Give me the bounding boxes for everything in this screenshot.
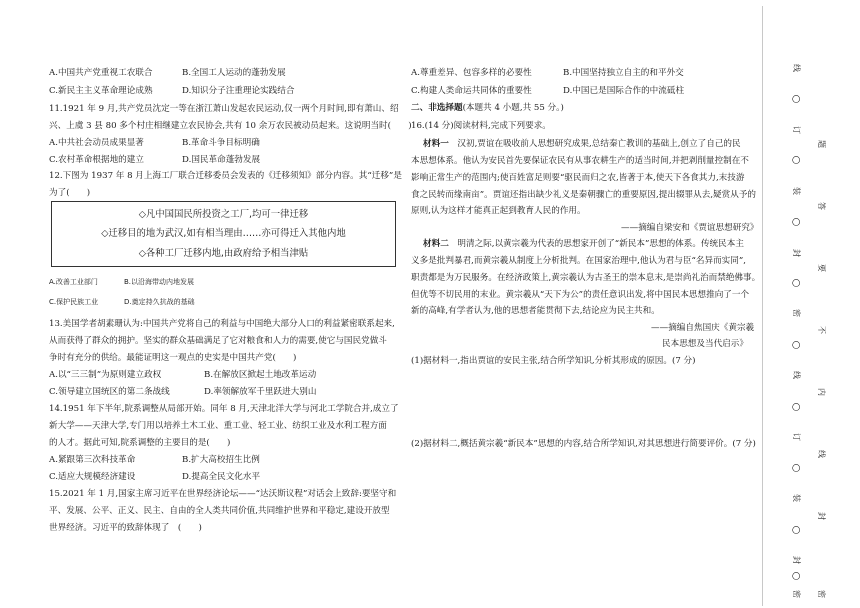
q10-option-b[interactable]: B.全国工人运动的蓬勃发展 bbox=[182, 68, 286, 78]
binding-divider bbox=[762, 6, 763, 606]
q12-stem-line: 12.下图为 1937 年 8 月上海工厂联合迁移委员会发表的《迁移须知》部分内容。其“迁移”是 bbox=[49, 171, 402, 181]
q14-option-a[interactable]: A.紧跟第三次科技革命 bbox=[49, 455, 136, 465]
q12-option-a[interactable]: A.改善工业部门 bbox=[49, 278, 98, 286]
subquestion-2: (2)据材料二,概括黄宗羲“新民本”思想的内容,结合所学知识,对其思想进行简要评价。(7 分) bbox=[411, 439, 756, 449]
material2-source: 民本思想及当代启示》 bbox=[662, 339, 748, 349]
q10-option-c[interactable]: C.新民主主义革命理论成熟 bbox=[49, 86, 153, 96]
section-label: 二、非选择题 bbox=[411, 103, 463, 113]
material1-text: 汉初,贾谊在吸收前人思想研究成果,总结秦亡教训的基础上,创立了自己的民 bbox=[448, 139, 741, 149]
material2-line: 职责都是为万民服务。在经济政策上,黄宗羲认为古圣王的崇本息末,是崇尚礼治而禁绝佛事。 bbox=[411, 273, 761, 283]
notice-line: ◇迁移目的地为武汉,如有相当理由……亦可得迁入其他内地 bbox=[101, 228, 346, 239]
binding-char: 线 bbox=[792, 371, 801, 379]
q11-stem-line: 兴、上虞 3 县 80 多个村庄相继建立农民协会,共有 10 余万农民被动员起来。这说明当时( ) bbox=[49, 121, 412, 131]
material1-line: 食之民转而缘南亩”。贾谊还指出缺少礼义是秦朝骤亡的重要原因,提出辍罪从去,疑赏从予的 bbox=[411, 190, 757, 200]
q10-option-d[interactable]: D.知识分子注重理论实践结合 bbox=[182, 86, 295, 96]
binding-char: 密 bbox=[792, 590, 801, 598]
section-note: (本题共 4 小题,共 55 分。) bbox=[462, 103, 564, 113]
q11-option-c[interactable]: C.农村革命根据地的建立 bbox=[49, 155, 144, 165]
binding-char: 密 bbox=[792, 309, 801, 317]
binding-char: 装 bbox=[792, 187, 801, 195]
material2-line: 但优等不切民用的末业。黄宗羲从“天下为公”的责任意识出发,将中国民本思想推向了一个 bbox=[411, 290, 750, 300]
binding-hole-icon: ○ bbox=[790, 217, 802, 227]
material1-line: 本思想体系。他认为安民首先要保证农民有从事农耕生产的适当时间,并把剥削量控制在不 bbox=[411, 156, 749, 166]
notice-char: 要 bbox=[817, 264, 826, 272]
section-heading bbox=[411, 103, 564, 115]
q13-option-c[interactable]: C.领导建立国统区的第二条战线 bbox=[49, 387, 170, 397]
q16-heading: 16.(14 分)阅读材料,完成下列要求。 bbox=[411, 121, 551, 131]
material1-line: 影响正常生产的范围内;使百姓富足则要“驱民而归之农,皆著于本,使天下各食其力,末技游 bbox=[411, 173, 745, 183]
subquestion-1: (1)据材料一,指出贾谊的安民主张,结合所学知识,分析其形成的原因。(7 分) bbox=[411, 356, 696, 366]
material2-text: 明清之际,以黄宗羲为代表的思想家开创了“新民本”思想的体系。传统民本主 bbox=[448, 239, 744, 249]
q11-option-a[interactable]: A.中共社会动员成果显著 bbox=[49, 138, 144, 148]
q11-stem-line: 11.1921 年 9 月,共产党员沈定一等在浙江萧山发起农民运动,仅一两个月时间,即有萧山、绍 bbox=[49, 104, 399, 114]
q12-option-d[interactable]: D.奠定持久抗战的基础 bbox=[124, 298, 195, 306]
q11-option-d[interactable]: D.国民革命蓬勃发展 bbox=[182, 155, 261, 165]
notice-line: ◇各种工厂迁移内地,由政府给予相当津贴 bbox=[138, 248, 309, 259]
q14-option-d[interactable]: D.提高全民文化水平 bbox=[182, 472, 261, 482]
q15-option-c[interactable]: C.构建人类命运共同体的重要性 bbox=[411, 86, 532, 96]
q13-option-b[interactable]: B.在解放区掀起土地改革运动 bbox=[204, 370, 317, 380]
q13-option-d[interactable]: D.率领解放军千里跃进大别山 bbox=[204, 387, 317, 397]
notice-char: 封 bbox=[817, 512, 826, 520]
q10-option-a[interactable]: A.中国共产党重视工农联合 bbox=[49, 68, 153, 78]
q15-option-a[interactable]: A.尊重差异、包容多样的必要性 bbox=[411, 68, 532, 78]
q12-stem-line: 为了( ) bbox=[49, 188, 91, 198]
q14-stem-line: 14.1951 年下半年,院系调整从局部开始。同年 8 月,天津北洋大学与河北工学院合并,成立了 bbox=[49, 404, 399, 414]
notice-char: 不 bbox=[817, 326, 826, 334]
material1-first-line bbox=[423, 139, 741, 151]
material1-line: 原则,认为这样才能真正起到教育人民的作用。 bbox=[411, 206, 586, 216]
binding-char: 订 bbox=[792, 126, 801, 134]
binding-hole-icon: ○ bbox=[790, 340, 802, 350]
q14-option-c[interactable]: C.适应大规模经济建设 bbox=[49, 472, 136, 482]
binding-char: 订 bbox=[792, 433, 801, 441]
binding-hole-icon: ○ bbox=[790, 94, 802, 104]
material2-label: 材料二 bbox=[423, 239, 449, 249]
q13-stem-line: 从而获得了群众的拥护。坚实的群众基础满足了它对粮食和人力的需要,使它与国民党做斗 bbox=[49, 336, 387, 346]
binding-char: 线 bbox=[792, 64, 801, 72]
binding-hole-icon: ○ bbox=[790, 571, 802, 581]
binding-strip bbox=[770, 0, 860, 608]
notice-char: 题 bbox=[817, 140, 826, 148]
q13-stem-line: 13.美国学者胡素珊认为:中国共产党将自己的利益与中国绝大部分人口的利益紧密联系起来, bbox=[49, 319, 395, 329]
material1-label: 材料一 bbox=[423, 139, 449, 149]
q12-option-b[interactable]: B.以沿海带动内地发展 bbox=[124, 278, 195, 286]
q13-stem-line: 争时有充分的供给。最能证明这一观点的史实是中国共产党( ) bbox=[49, 353, 297, 363]
q12-option-c[interactable]: C.保护民族工业 bbox=[49, 298, 99, 306]
q13-option-a[interactable]: A.以“三三制”为原则建立政权 bbox=[49, 370, 162, 380]
notice-char: 答 bbox=[817, 202, 826, 210]
binding-hole-icon: ○ bbox=[790, 463, 802, 473]
binding-hole-icon: ○ bbox=[790, 278, 802, 288]
material2-first-line bbox=[423, 239, 744, 251]
q12-notice-box bbox=[51, 201, 396, 267]
material2-line: 义多是批判暴君,而黄宗羲从制度上分析批判。在国家治理中,他认为君与臣“名异而实同”, bbox=[411, 256, 746, 266]
binding-char: 封 bbox=[792, 249, 801, 257]
q15-stem-line: 世界经济。习近平的致辞体现了 ( ) bbox=[49, 523, 202, 533]
material1-source: ——摘编自梁安和《贾谊思想研究》 bbox=[621, 223, 759, 233]
notice-char: 内 bbox=[817, 388, 826, 396]
material2-source: ——摘编自焦国庆《黄宗羲 bbox=[651, 323, 755, 333]
notice-line: ◇凡中国国民所投资之工厂,均可一律迁移 bbox=[138, 209, 309, 220]
binding-char: 封 bbox=[792, 556, 801, 564]
q15-stem-line: 平、发展、公平、正义、民主、自由的全人类共同价值,共同维护世界和平稳定,建设开放型 bbox=[49, 506, 390, 516]
binding-hole-icon: ○ bbox=[790, 155, 802, 165]
binding-hole-icon: ○ bbox=[790, 402, 802, 412]
q15-option-b[interactable]: B.中国坚持独立自主的和平外交 bbox=[563, 68, 684, 78]
q14-option-b[interactable]: B.扩大高校招生比例 bbox=[182, 455, 260, 465]
q11-option-b[interactable]: B.革命斗争目标明确 bbox=[182, 138, 260, 148]
notice-char: 线 bbox=[817, 450, 826, 458]
q15-option-d[interactable]: D.中国已是国际合作的中流砥柱 bbox=[563, 86, 685, 96]
notice-char: 密 bbox=[817, 590, 826, 598]
q14-stem-line: 的人才。据此可知,院系调整的主要目的是( ) bbox=[49, 438, 231, 448]
material2-line: 新的高峰,有学者认为,他的思想者能贯彻下去,结论应为民主共和。 bbox=[411, 306, 660, 316]
binding-hole-icon: ○ bbox=[790, 525, 802, 535]
q14-stem-line: 新大学——天津大学,专门用以培养土木工业、重工业、轻工业、纺织工业及水利工程方面 bbox=[49, 421, 387, 431]
binding-char: 装 bbox=[792, 494, 801, 502]
q15-stem-line: 15.2021 年 1 月,国家主席习近平在世界经济论坛——“达沃斯议程”对话会上致辞:要坚守和 bbox=[49, 489, 397, 499]
